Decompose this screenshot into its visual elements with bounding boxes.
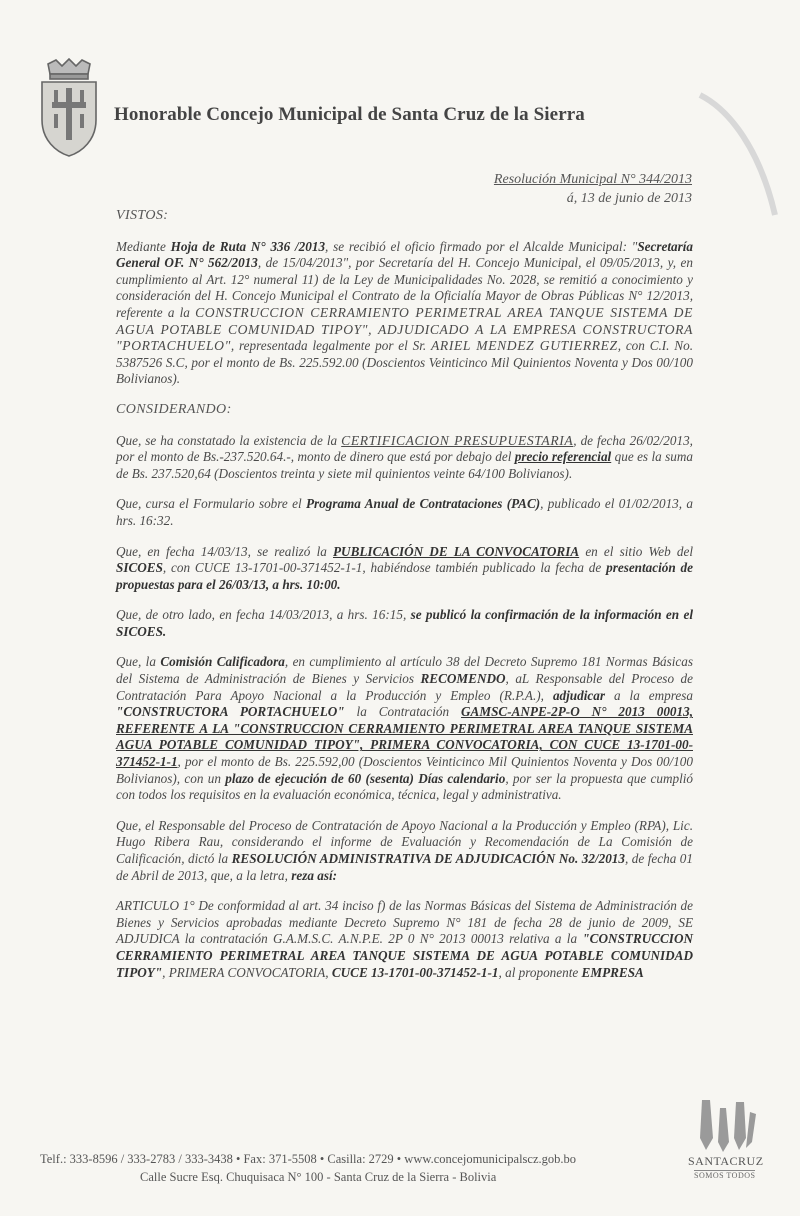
resolution-number: Resolución Municipal N° 344/2013: [493, 172, 692, 187]
footer-contact-line: Telf.: 333-8596 / 333-2783 / 333-3438 • Fax: 371-5508 • Casilla: 2729 • www.concejomunicipalscz.gob.bo: [40, 1152, 577, 1166]
considerando-paragraph-2: Que, cursa el Formulario sobre el Programa Anual de Contrataciones (PAC), publicado el 01/02/2013, a hrs. 16:32.: [116, 496, 693, 528]
section-considerando: CONSIDERANDO:: [116, 401, 232, 417]
section-vistos: VISTOS:: [116, 208, 169, 223]
resolution-body: [116, 208, 693, 995]
vistos-paragraph: Mediante Hoja de Ruta N° 336 /2013, se recibió el oficio firmado por el Alcalde Municipal: "Secretaría General OF. N° 562/2013, de 15/04/2013", por Secretaría del H. Concejo Municipal, el 09/05/2013, y, en cumplimiento al Art. 12° numeral 11) de la Ley de Municipalidades No. 2028, se remitió a conocimiento y consideración del H. Concejo Municipal el Contrato de la Oficialía Mayor de Obras Públicas N° 12/2013, referente a la CONSTRUCCION CERRAMIENTO PERIMETRAL AREA TANQUE SISTEMA DE AGUA POTABLE COMUNIDAD TIPOY", ADJUDICADO A LA EMPRESA CONSTRUCTORA "PORTACHUELO", representada legalmente por el Sr. ARIEL MENDEZ GUTIERREZ, con C.I. No. 5387526 S.C, por el monto de Bs. 225.592.00 (Doscientos Veinticinco Mil Quinientos Noventa y Dos 00/100 Bolivianos).: [116, 238, 693, 387]
considerando-paragraph-1: Que, se ha constatado la existencia de la CERTIFICACION PRESUPUESTARIA, de fecha 26/02/2013, por el monto de Bs.-237.520.64.-, monto de dinero que está por debajo del precio referencial que es la suma de Bs. 237.520,64 (Doscientos treinta y siete mil quinientos veinte 64/100 Bolivianos).: [116, 432, 693, 481]
footer-address-line: Calle Sucre Esq. Chuquisaca N° 100 - Santa Cruz de la Sierra - Bolivia: [140, 1170, 497, 1184]
council-name: Honorable Concejo Municipal de Santa Cruz de la Sierra: [114, 104, 585, 125]
considerando-paragraph-4: Que, de otro lado, en fecha 14/03/2013, a hrs. 16:15, se publicó la confirmación de la información en el SICOES.: [116, 607, 693, 639]
considerando-paragraph-5: Que, la Comisión Calificadora, en cumplimiento al artículo 38 del Decreto Supremo 181 Normas Básicas del Sistema de Administración de Bienes y Servicios RECOMENDO, aL Responsable del Proceso de Contratación Para Apoyo Nacional a la Producción y Empleo (R.P.A.), adjudicar a la empresa "CONSTRUCTORA PORTACHUELO" la Contratación GAMSC-ANPE-2P-O N° 2013 00013, REFERENTE A LA "CONSTRUCCION CERRAMIENTO PERIMETRAL AREA TANQUE SISTEMA AGUA POTABLE COMUNIDAD TIPOY", PRIMERA CONVOCATORIA, CON CUCE 13-1701-00-371452-1-1, por el monto de Bs. 225.592,00 (Doscientos Veinticinco Mil Quinientos Noventa y Dos 00/100 Bolivianos), con un plazo de ejecución de 60 (sesenta) Días calendario, por ser la propuesta que cumplió con todos los requisitos en la evaluación económica, técnica, legal y administrativa.: [116, 654, 694, 803]
logo-tagline: SOMOS TODOS: [694, 1171, 756, 1180]
considerando-paragraph-6: Que, el Responsable del Proceso de Contratación de Apoyo Nacional a la Producción y Empleo (RPA), Lic. Hugo Ribera Rau, considerando el informe de Evaluación y Recomendación de La Comisión de Calificación, dictó la RESOLUCIÓN ADMINISTRATIVA DE ADJUDICACIÓN No. 32/2013, de fecha 01 de Abril de 2013, que, a la letra, reza así:: [116, 817, 693, 883]
resolution-header: [494, 170, 692, 208]
page-footer: [40, 1150, 576, 1186]
resolution-date: á, 13 de junio de 2013: [566, 191, 692, 206]
logo-wordmark: SANTACRUZ: [688, 1154, 764, 1168]
articulo-1-paragraph: ARTICULO 1° De conformidad al art. 34 inciso f) de las Normas Básicas del Sistema de Administración de Bienes y Servicios aprobadas mediante Decreto Supremo N° 181 de fecha 28 de junio de 2009, SE ADJUDICA la contratación G.A.M.S.C. A.N.P.E. 2P 0 N° 2013 00013 relativa a la "CONSTRUCCION CERRAMIENTO PERIMETRAL AREA TANQUE SISTEMA DE AGUA POTABLE COMUNIDAD TIPOY", PRIMERA CONVOCATORIA, CUCE 13-1701-00-371452-1-1, al proponente EMPRESA: [116, 898, 693, 980]
coat-of-arms-icon: [36, 58, 102, 158]
considerando-paragraph-3: Que, en fecha 14/03/13, se realizó la PUBLICACIÓN DE LA CONVOCATORIA en el sitio Web del SICOES, con CUCE 13-1701-00-371452-1-1, habiéndose también publicado la fecha de presentación de propuestas para el 26/03/13, a hrs. 10:00.: [116, 543, 693, 592]
scan-shadow-decoration: [690, 90, 780, 220]
